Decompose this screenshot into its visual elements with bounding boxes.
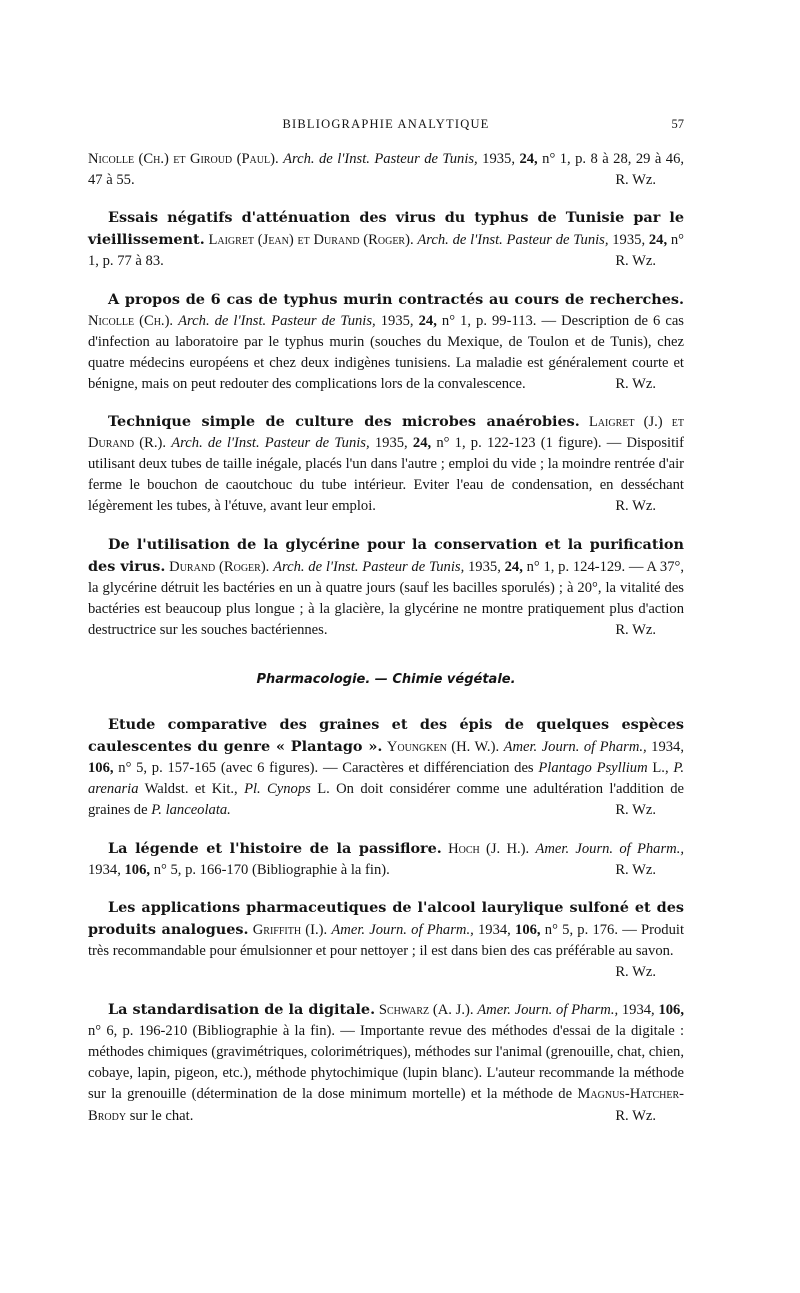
entry-volume: 24,: [519, 151, 538, 168]
entry-journal: Arch. de l'Inst. Pasteur de Tunis,: [273, 558, 465, 575]
entry-reference: n° 6, p. 196-210 (Bibliographie à la fin).: [88, 1023, 336, 1040]
bibliography-entry: [88, 714, 684, 821]
entry-reference: n° 5, p. 157-165 (avec 6 figures).: [118, 760, 319, 777]
entry-journal: Amer. Journ. of Pharm.,: [477, 1002, 619, 1019]
entry-title: A propos de 6 cas de typhus murin contractés au cours de recherches.: [108, 290, 684, 308]
bibliography-entry: [88, 999, 684, 1127]
entry-abstract: L.,: [652, 760, 669, 777]
entry-abstract: — Importante revue des méthodes d'essai de la digitale : méthodes chimiques (gravimétriques, colorimétriques), méthodes sur l'animal (grenouille, chat, chien, cobaye, lapin, pigeon, etc.), méthode phytochimique (lupin blanc). L'auteur recommande la méthode sur la grenouille (détermination de la dose minimum mortelle) et la méthode de: [88, 1023, 685, 1103]
entry-journal: Arch. de l'Inst. Pasteur de Tunis,: [283, 151, 478, 168]
entry-authors: Hoch (J. H.).: [448, 840, 530, 857]
entry-signature: R. Wz.: [615, 964, 656, 980]
entry-journal: Arch. de l'Inst. Pasteur de Tunis,: [417, 232, 609, 249]
entry-year: 1935,: [482, 151, 515, 168]
entry-abstract: — Produit très recommandable pour émulsionner et pour nettoyer ; il est dans bien des cas préférable au savon.: [88, 921, 684, 959]
entry-year: 1934,: [477, 921, 511, 938]
entry-abstract: sur le chat.: [129, 1107, 194, 1124]
entry-volume: 24,: [412, 435, 432, 452]
entry-species-name: Pl. Cynops: [244, 781, 311, 798]
entry-title: Les applications pharmaceutiques de l'alcool laurylique sulfoné et des produits analogues.: [88, 898, 684, 938]
entry-species-name: Plantago Psyllium: [538, 760, 648, 777]
entry-year: 1935,: [380, 312, 414, 329]
entry-year: 1934,: [651, 739, 684, 756]
entry-authors: Youngken (H. W.).: [386, 739, 500, 756]
entry-signature: R. Wz.: [615, 253, 656, 270]
entry-reference: n° 1, p. 122-123 (1 figure).: [436, 435, 602, 452]
bibliography-entry: [88, 411, 684, 517]
page: [88, 114, 684, 1143]
entry-authors: Nicolle (Ch.) et Giroud (Paul).: [88, 151, 279, 168]
page-number: 57: [671, 117, 684, 131]
entry-signature: R. Wz.: [615, 375, 656, 392]
entry-abstract: L. On doit considérer comme une adultération l'addition de graines de: [88, 781, 685, 819]
entry-journal: Arch. de l'Inst. Pasteur de Tunis,: [171, 435, 370, 452]
bibliography-entry: [88, 838, 684, 881]
entry-journal: Amer. Journ. of Pharm.,: [331, 921, 474, 938]
entry-authors: Griffith (I.).: [252, 921, 328, 938]
entry-volume: 106,: [124, 861, 151, 878]
entry-journal: Amer. Journ. of Pharm.,: [535, 840, 684, 857]
entry-title: Technique simple de culture des microbes anaérobies.: [108, 413, 580, 431]
entry-reference: n° 5, p. 166-170 (Bibliographie à la fin).: [153, 861, 390, 878]
entry-volume: 24,: [504, 558, 523, 575]
entry-signature: R. Wz.: [615, 1107, 656, 1124]
entry-signature: R. Wz.: [615, 861, 656, 878]
entry-species-name: P. lanceolata.: [151, 802, 231, 819]
entry-authors: Laigret (Jean) et Durand (Roger).: [208, 232, 414, 249]
entry-volume: 24,: [648, 232, 668, 249]
entry-year: 1935,: [468, 558, 501, 575]
entry-abstract: — Dispositif utilisant deux tubes de taille inégale, placés l'un dans l'autre ; emploi du vide ; la moindre rentrée d'air ferme le bouchon de caoutchouc du tube intérieur. Eviter l'eau de condensation, en desséchant légèrement les tubes, à l'étuve, avant leur emploi.: [88, 435, 685, 515]
entry-year: 1935,: [374, 435, 408, 452]
entry-reference: n° 5, p. 176.: [544, 921, 618, 938]
entry-volume: 24,: [418, 312, 437, 329]
entry-signature: R. Wz.: [615, 621, 656, 638]
entry-year: 1934,: [88, 861, 121, 878]
entry-abstract: Waldst. et Kit.,: [144, 781, 238, 798]
bibliography-entry: [88, 289, 684, 395]
bibliography-entry: [88, 534, 684, 641]
entry-authors: Durand (Roger).: [169, 558, 270, 575]
entry-reference: n° 1, p. 99-113.: [441, 312, 537, 329]
section-heading: Pharmacologie. — Chimie végétale.: [256, 671, 516, 687]
entry-title: La légende et l'histoire de la passiflore.: [108, 839, 442, 857]
entry-volume: 106,: [515, 921, 541, 938]
running-title: BIBLIOGRAPHIE ANALYTIQUE: [282, 117, 490, 131]
entry-year: 1934,: [621, 1002, 655, 1019]
entry-journal: Arch. de l'Inst. Pasteur de Tunis,: [178, 312, 376, 329]
bibliography-entry: [88, 207, 684, 272]
entry-authors: Schwarz (A. J.).: [378, 1002, 474, 1019]
entry-title: De l'utilisation de la glycérine pour la conservation et la purification des virus.: [88, 535, 684, 575]
entry-reference: n° 1, p. 124-129.: [526, 558, 626, 575]
entry-signature: R. Wz.: [615, 172, 656, 189]
entry-volume: 106,: [88, 760, 114, 777]
entry-volume: 106,: [658, 1002, 684, 1019]
entry-abstract: — Description de 6 cas d'infection au laboratoire par le typhus murin (souches du Mexique, de Toulon et de Tunis), chez quatre médecins européens et chez deux indigènes tunisiens. La maladie est généralement courte et bénigne, mais on peut redouter des complications lors de la convalescence.: [88, 312, 684, 392]
bibliography-entry: [88, 897, 684, 983]
entry-authors: Nicolle (Ch.).: [88, 312, 174, 329]
entry-signature: R. Wz.: [615, 802, 656, 819]
entry-title: Essais négatifs d'atténuation des virus du typhus de Tunisie par le vieillissement.: [88, 209, 684, 249]
running-head: [88, 114, 684, 135]
entry-authors: Laigret (J.) et Durand (R.).: [88, 414, 684, 452]
entry-reference: n° 1, p. 8 à 28, 29 à 46, 47 à 55.: [88, 151, 685, 189]
entry-cited-authors: Magnus-Hatcher-Brody: [88, 1086, 684, 1124]
entry-journal: Amer. Journ. of Pharm.,: [503, 739, 647, 756]
entry-reference: n° 1, p. 77 à 83.: [88, 232, 684, 270]
bibliography-entry: [88, 149, 684, 191]
entry-signature: R. Wz.: [615, 498, 656, 515]
entry-title: Etude comparative des graines et des épis de quelques espèces caulescentes du genre « Plantago ».: [88, 716, 684, 756]
entry-abstract: — Caractères et différenciation des: [322, 760, 534, 777]
entry-year: 1935,: [612, 232, 646, 249]
entry-species-name: P. arenaria: [88, 760, 685, 798]
entry-title: La standardisation de la digitale.: [108, 1001, 376, 1019]
entry-abstract: — A 37°, la glycérine détruit les bactéries en un à quatre jours (sauf les bacilles sporulés) ; à 20°, la vitalité des bactéries est beaucoup plus longue ; à la glacière, la glycérine ne montre pratiquement plus d'action destructrice sur les souches bactériennes.: [88, 558, 684, 638]
